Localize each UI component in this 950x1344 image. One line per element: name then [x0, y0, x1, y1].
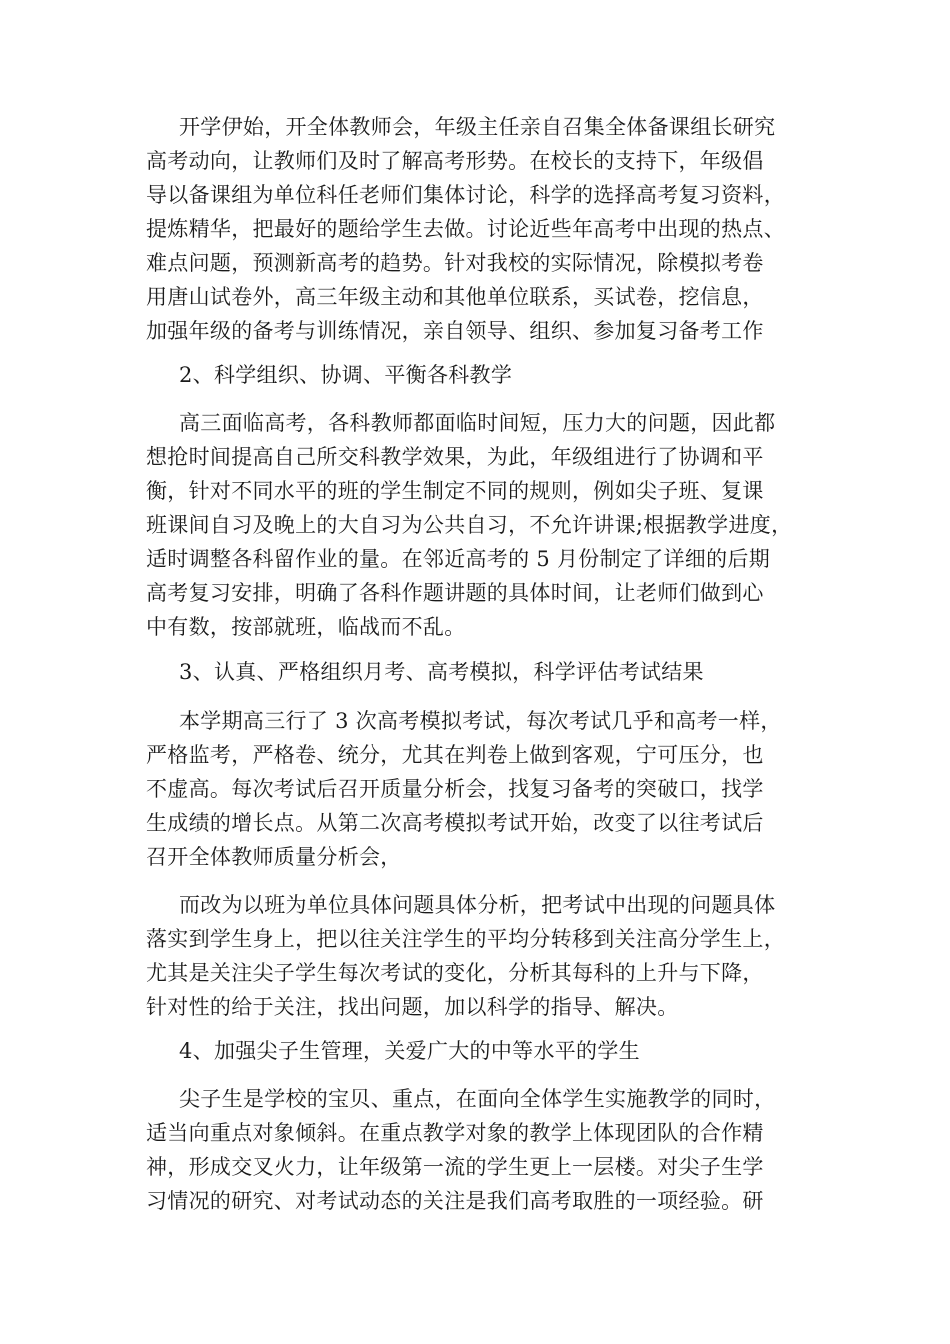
paragraph-line: 高考动向，让教师们及时了解高考形势。在校长的支持下，年级倡	[146, 149, 764, 173]
paragraph-mock-exams	[146, 704, 836, 874]
paragraph-line: 衡，针对不同水平的班的学生制定不同的规则，例如尖子班、复课	[146, 479, 764, 503]
heading-text: 4、加强尖子生管理，关爱广大的中等水平的学生	[179, 1039, 640, 1063]
paragraph-line: 召开全体教师质量分析会，	[146, 845, 402, 869]
section-heading-4	[146, 1034, 836, 1068]
paragraph-line: 而改为以班为单位具体问题具体分析，把考试中出现的问题具体	[179, 893, 776, 917]
paragraph-line: 中有数，按部就班，临战而不乱。	[146, 615, 466, 639]
paragraph-line: 生成绩的增长点。从第二次高考模拟考试开始，改变了以往考试后	[146, 811, 764, 835]
paragraph-line: 习情况的研究、对考试动态的关注是我们高考取胜的一项经验。研	[146, 1189, 764, 1213]
paragraph-line: 班课间自习及晚上的大自习为公共自习，不允许讲课;根据教学进度，	[146, 513, 793, 537]
section-heading-3	[146, 655, 836, 689]
paragraph-line: 想抢时间提高自己所交科教学效果，为此，年级组进行了协调和平	[146, 445, 764, 469]
heading-text: 2、科学组织、协调、平衡各科教学	[179, 363, 513, 387]
paragraph-line: 导以备课组为单位科任老师们集体讨论，科学的选择高考复习资料，	[146, 183, 785, 207]
paragraph-coordination	[146, 406, 836, 644]
paragraph-line: 加强年级的备考与训练情况，亲自领导、组织、参加复习备考工作	[146, 319, 764, 343]
paragraph-line: 本学期高三行了 3 次高考模拟考试，每次考试几乎和高考一样，	[179, 709, 782, 733]
paragraph-line: 开学伊始，开全体教师会，年级主任亲自召集全体备课组长研究	[179, 115, 776, 139]
paragraph-line: 严格监考，严格卷、统分，尤其在判卷上做到客观，宁可压分，也	[146, 743, 764, 767]
paragraph-exam-preparation	[146, 110, 836, 348]
paragraph-line: 针对性的给于关注，找出问题，加以科学的指导、解决。	[146, 995, 679, 1019]
paragraph-line: 尤其是关注尖子学生每次考试的变化，分析其每科的上升与下降，	[146, 961, 764, 985]
paragraph-line: 提炼精华，把最好的题给学生去做。讨论近些年高考中出现的热点、	[146, 217, 785, 241]
paragraph-line: 不虚高。每次考试后召开质量分析会，找复习备考的突破口，找学	[146, 777, 764, 801]
section-heading-2	[146, 358, 836, 392]
paragraph-line: 适时调整各科留作业的量。在邻近高考的 5 月份制定了详细的后期	[146, 547, 771, 571]
paragraph-line: 尖子生是学校的宝贝、重点，在面向全体学生实施教学的同时，	[179, 1087, 776, 1111]
paragraph-line: 落实到学生身上，把以往关注学生的平均分转移到关注高分学生上，	[146, 927, 785, 951]
paragraph-class-analysis	[146, 888, 836, 1024]
paragraph-line: 神，形成交叉火力，让年级第一流的学生更上一层楼。对尖子生学	[146, 1155, 764, 1179]
paragraph-top-students	[146, 1082, 836, 1218]
paragraph-line: 适当向重点对象倾斜。在重点教学对象的教学上体现团队的合作精	[146, 1121, 764, 1145]
paragraph-line: 难点问题，预测新高考的趋势。针对我校的实际情况，除模拟考卷	[146, 251, 764, 275]
paragraph-line: 高三面临高考，各科教师都面临时间短，压力大的问题，因此都	[179, 411, 776, 435]
paragraph-line: 用唐山试卷外，高三年级主动和其他单位联系，买试卷，挖信息，	[146, 285, 764, 309]
heading-text: 3、认真、严格组织月考、高考模拟，科学评估考试结果	[179, 660, 704, 684]
paragraph-line: 高考复习安排，明确了各科作题讲题的具体时间，让老师们做到心	[146, 581, 764, 605]
